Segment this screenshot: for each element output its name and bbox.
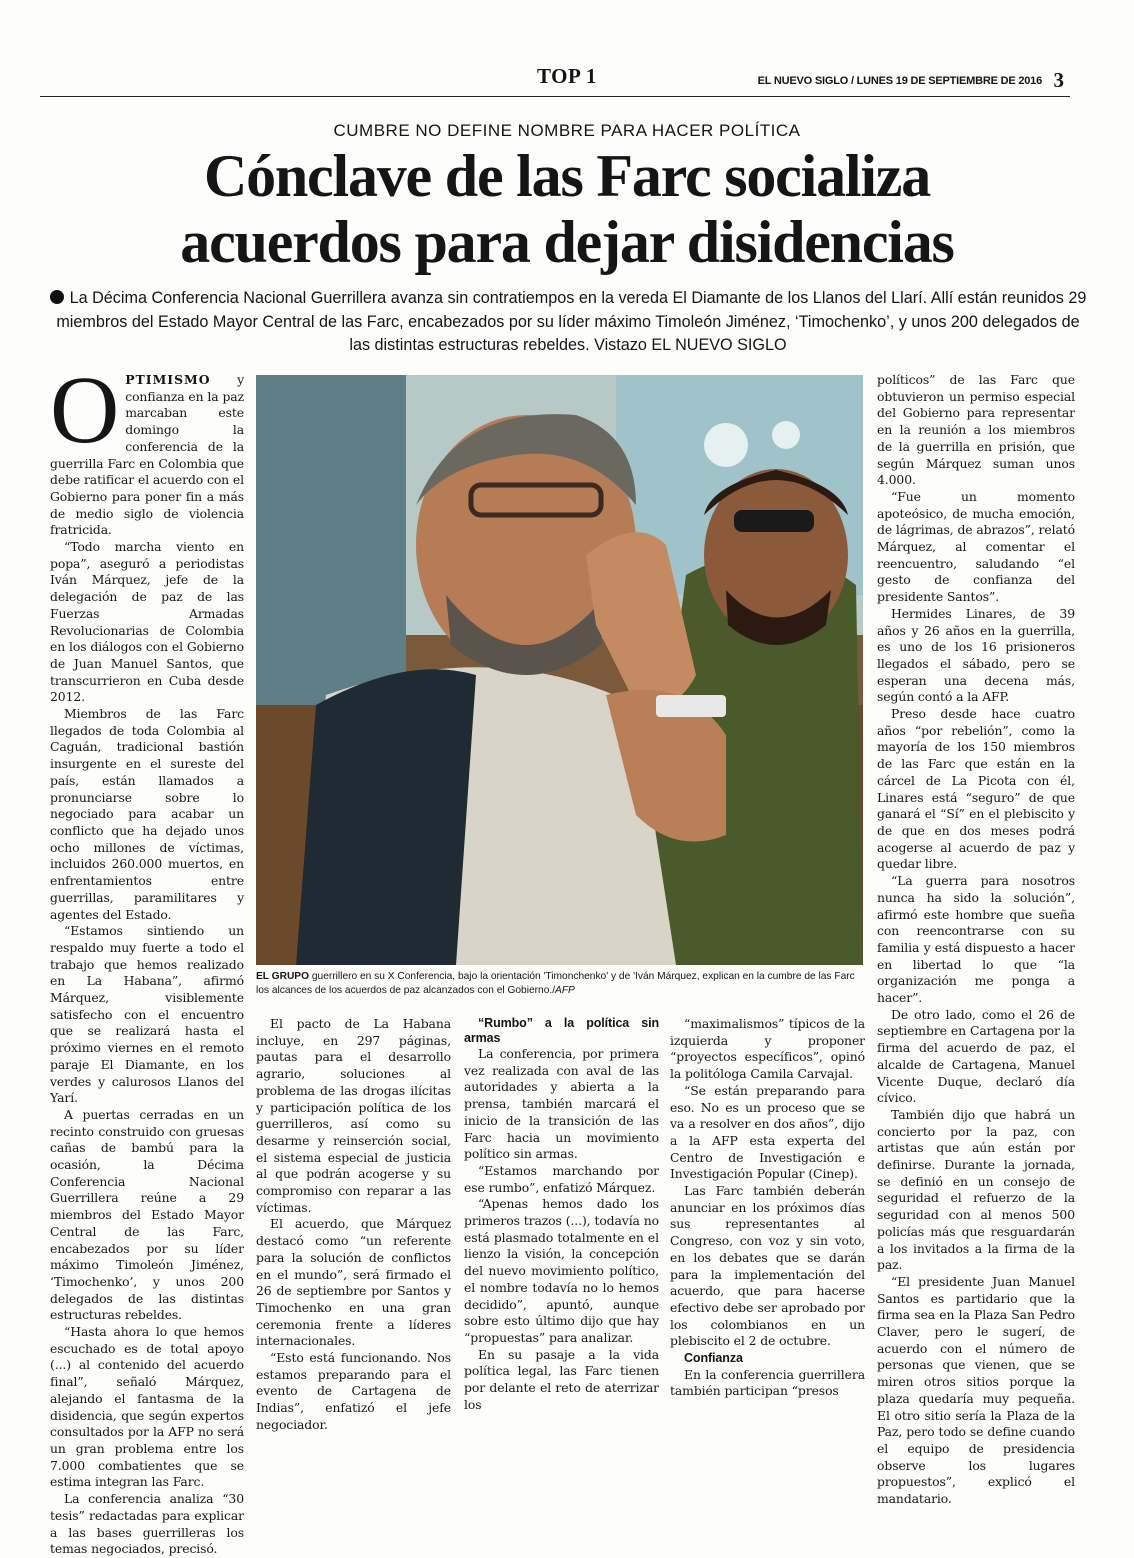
paragraph: “Se están preparando para eso. No es un proceso que se va a resolver en dos años”, dijo a la AFP esta experta del Centro de Investigación e Investigación Popular (Cinep). [670,1082,865,1182]
article-column-2 [256,1016,451,1434]
paragraph: “La guerra para nosotros nunca ha sido la solución”, afirmó este hombre que sueña con reencontrarse con su familia y está dispuesto a hacer en libertad lo que “la organización me ponga a hacer”. [877,873,1075,1006]
headline [60,143,1074,275]
paragraph: políticos” de las Farc que obtuvieron un permiso especial del Gobierno para representar en la reunión a los miembros de la guerrilla en prisión, que según Márquez suman unos 4.000. [877,372,1075,488]
section-label: TOP 1 [537,64,597,88]
paragraph: Miembros de las Farc llegados de toda Colombia al Caguán, tradicional bastión insurgente en el sureste del país, están llamados a pronunciarse sobre lo negociado para acabar un conflicto que ha dejado unos ocho millones de víctimas, incluidos 260.000 muertos, en enfrentamientos entre guerrillas, paramilitares y agentes del Estado. [50,706,244,922]
subheading-rumbo: “Rumbo” a la política sin armas [464,1016,659,1045]
article-column-3 [464,1016,659,1413]
kicker: CUMBRE NO DEFINE NOMBRE PARA HACER POLÍTICA [333,121,801,140]
paragraph: “Apenas hemos dado los primeros trazos (...), todavía no está plasmado totalmente en el lienzo la visión, la concepción del nuevo movimiento político, el nombre todavía no lo hemos decidido”, apuntó, aunque sobre esto último dijo que hay “propuestas” para analizar. [464,1196,659,1345]
paragraph: También dijo que habrá un concierto por la paz, con artistas que aún están por definirse. Durante la jornada, se definió en un consejo de seguridad el refuerzo de la seguridad con al menos 500 policías más que resguardarán a los invitados a la firma de la paz. [877,1106,1075,1273]
paragraph: La conferencia, por primera vez realizada con aval de las autoridades y abierta a la prensa, también marcará el inicio de la transición de las Farc hacia un movimiento político sin armas. [464,1046,659,1162]
paragraph: En su pasaje a la vida política legal, las Farc tienen por delante el reto de aterrizar los [464,1346,659,1412]
paragraph: A puertas cerradas en un recinto construido con gruesas cañas de bambú para la ocasión, la Décima Conferencia Nacional Guerrillera reúne a 29 miembros del Estado Mayor Central de las Farc, encabezados por su líder máximo Timoleón Jiménez, ‘Timochenko’, y unos 200 delegados de las distintas estructuras rebeldes. [50,1106,244,1323]
paragraph: Hermides Linares, de 39 años y 26 años en la guerrilla, es uno de los 16 prisioneros llegados el sábado, pero se esperan una decena más, según contó a la AFP. [877,605,1075,705]
paragraph: En la conferencia guerrillera también participan “presos [670,1366,865,1399]
paragraph: Las Farc también deberán anunciar en los próximos días sus representantes al Congreso, con voz y sin voto, en los debates que se darán para la implementación del acuerdo, que para hacerse efectivo debe ser aprobado por los colombianos en un plebiscito el 2 de octubre. [670,1183,865,1349]
subheading-confianza: Confianza [684,1351,743,1366]
paragraph: “Fue un momento apoteósico, de mucha emoción, de lágrimas, de abrazos”, relató Márquez, al comentar el reencuentro, saludando “el gesto de confianza del presidente Santos”. [877,488,1075,605]
paragraph: y confianza en la paz marcaban este domingo la conferencia de la guerrilla Farc en Colombia que debe ratificar el acuerdo con el Gobierno para poner fin a más de medio siglo de violencia fratricida. [50,372,244,538]
paragraph: “Hasta ahora lo que hemos escuchado es de total apoyo (...) al contenido del acuerdo final”, señaló Márquez, alejando el fantasma de la disidencia, que según expertos consultados por la AFP no será un gran problema entre los 7.000 combatientes que se estima integran las Farc. [50,1324,244,1490]
page-number: 3 [1053,68,1064,92]
caption-lead: EL GRUPO [256,971,310,982]
bullet-icon [50,290,64,304]
paragraph: El pacto de La Habana incluye, en 297 páginas, pautas para el desarrollo agrario, soluciones al problema de las drogas ilícitas y participación política de los guerrilleros, así como su desarme y reinserción social, el sistema especial de justicia al que podrán acogerse y su compromiso con reparar a las víctimas. [256,1016,451,1215]
summary [48,287,1088,358]
headline-line-1: Cónclave de las Farc socializa [203,143,931,209]
paragraph: “Todo marcha viento en popa”, aseguró a periodistas Iván Márquez, jefe de la delegación de paz de las Fuerzas Armadas Revolucionarias de Colombia en los diálogos con el Gobierno de Juan Manuel Santos, que transcurrieron en Cuba desde 2012. [50,539,244,705]
article-column-5 [877,372,1075,1508]
paragraph: El acuerdo, que Márquez destacó como “un referente para la solución de conflictos en el mundo”, será firmado el 26 de septiembre por Santos y Timochenko en una gran ceremonia frente a líderes internacionales. [256,1216,451,1349]
publication-date: EL NUEVO SIGLO / LUNES 19 DE SEPTIEMBRE DE 2016 [757,75,1042,87]
paragraph: “Esto está funcionando. Nos estamos preparando para el evento de Cartagena de Indias”, enfatizó el jefe negociador. [256,1350,451,1432]
header-rule [40,96,1070,97]
article-column-4 [670,1016,865,1400]
lead-smallcaps: PTIMISMO [125,372,211,387]
photo-caption [256,970,866,998]
paragraph: Preso desde hace cuatro años “por rebelión”, como la mayoría de los 150 miembros de las Farc que están en la cárcel de La Picota con él, Linares está “seguro” de que ganará el “Sí” en el plebiscito y de que en dos meses podrá acogerse al acuerdo de paz y quedar libre. [877,706,1075,872]
summary-text: La Décima Conferencia Nacional Guerrillera avanza sin contratiempos en la vereda El Diamante de los Llanos del Llarí. Allí están reunidos 29 miembros del Estado Mayor Central de las Farc, encabezados por su líder máximo Timoleón Jiménez, ‘Timochenko’, y unos 200 delegados de las distintas estructuras rebeldes. Vistazo EL NUEVO SIGLO [56,289,1087,354]
caption-text: guerrillero en su X Conferencia, bajo la orientación 'Timonchenko' y de 'Iván Márquez, explican en la cumbre de las Farc los alcances de los acuerdos de paz alcanzados con el Gobierno./ [256,971,855,996]
paragraph: La conferencia analiza “30 tesis” redactadas para explicar a las bases guerrilleras los temas negociados, precisó. [50,1491,244,1557]
drop-cap: O [50,356,120,463]
photo-illustration [256,375,863,965]
headline-line-2: acuerdos para dejar disidencias [180,209,954,275]
caption-credit: AFP [555,985,575,996]
paragraph: De otro lado, como el 26 de septiembre en Cartagena por la firma del acuerdo de paz, el alcalde de Cartagena, Manuel Vicente Duque, declaró día cívico. [877,1006,1075,1106]
paragraph: “maximalismos” típicos de la izquierda y proponer “proyectos específicos”, opinó la politóloga Camila Carvajal. [670,1016,865,1082]
article-column-1 [50,356,244,1558]
lead-paragraph [50,356,244,539]
paragraph: “Estamos sintiendo un respaldo muy fuerte a todo el trabajo que hemos realizado en La Habana”, afirmó Márquez, visiblemente satisfecho con el encuentro que se realizará hasta el próximo viernes en el remoto paraje El Diamante, en los verdes y calurosos Llanos del Yarí. [50,923,244,1106]
paragraph: “Estamos marchando por ese rumbo”, enfatizó Márquez. [464,1162,659,1195]
paragraph: “El presidente Juan Manuel Santos es partidario que la firma sea en la Plaza San Pedro Claver, pero le sugerí, de acuerdo con el número de personas que vienen, que se miren otros sitios porque la plaza quedaría muy pequeña. El otro sitio sería la Plaza de la Paz, pero todo se define cuando el equipo de presidencia observe los lugares propuestos”, explicó el mandatario. [877,1273,1075,1507]
article-photo [256,375,863,965]
